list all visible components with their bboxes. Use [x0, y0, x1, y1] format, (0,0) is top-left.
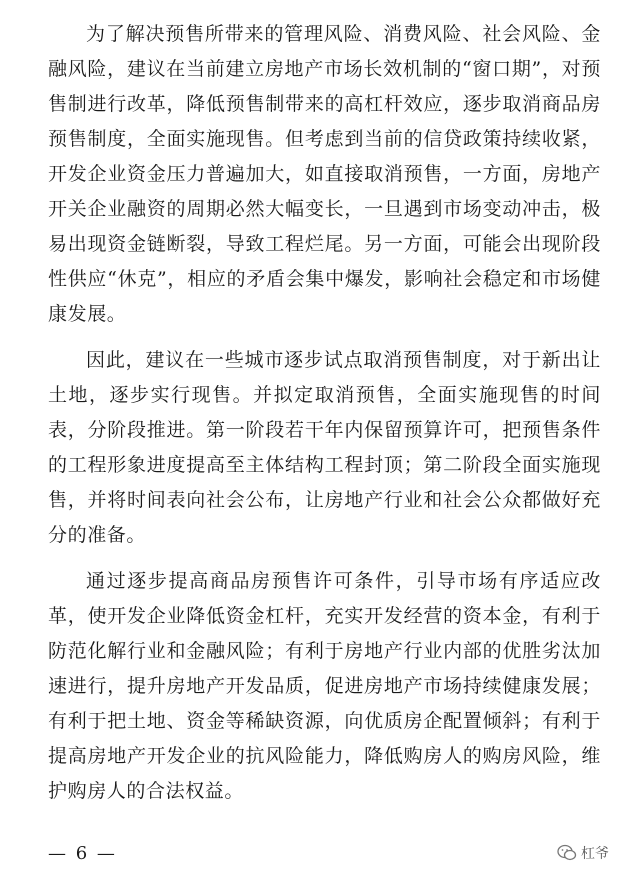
- page-number: — 6 —: [48, 843, 117, 864]
- watermark: [557, 843, 609, 863]
- paragraph-2: 因此，建议在一些城市逐步试点取消预售制度，对于新出让土地，逐步实行现售。并拟定取消预售，全面实施现售的时间表，分阶段推进。第一阶段若干年内保留预算许可，把预售条件的工程形象进度提高至主体结构工程封顶；第二阶段全面实施现售，并将时间表向社会公布，让房地产行业和社会公众都做好充分的准备。: [48, 349, 601, 546]
- paragraph-1: 为了解决预售所带来的管理风险、消费风险、社会风险、金融风险，建议在当前建立房地产市场长效机制的“窗口期”，对预售制进行改革，降低预售制带来的高杠杆效应，逐步取消商品房预售制度，全面实施现售。但考虑到当前的信贷政策持续收紧，开发企业资金压力普遍加大，如直接取消预售，一方面，房地产开关企业融资的周期必然大幅变长，一旦遇到市场变动冲击，极易出现资金链断裂，导致工程烂尾。另一方面，可能会出现阶段性供应“休克”，相应的矛盾会集中爆发，影响社会稳定和市场健康发展。: [48, 23, 601, 325]
- watermark-text: 杠爷: [581, 846, 609, 862]
- paragraph-3: 通过逐步提高商品房预售许可条件，引导市场有序适应改革，使开发企业降低资金杠杆，充实开发经营的资本金，有利于防范化解行业和金融风险；有利于房地产行业内部的优胜劣汰加速进行，提升房地产开发品质，促进房地产市场持续健康发展；有利于把土地、资金等稀缺资源，向优质房企配置倾斜；有利于提高房地产开发企业的抗风险能力，降低购房人的购房风险，维护购房人的合法权益。: [48, 570, 601, 802]
- wechat-icon: [557, 844, 577, 862]
